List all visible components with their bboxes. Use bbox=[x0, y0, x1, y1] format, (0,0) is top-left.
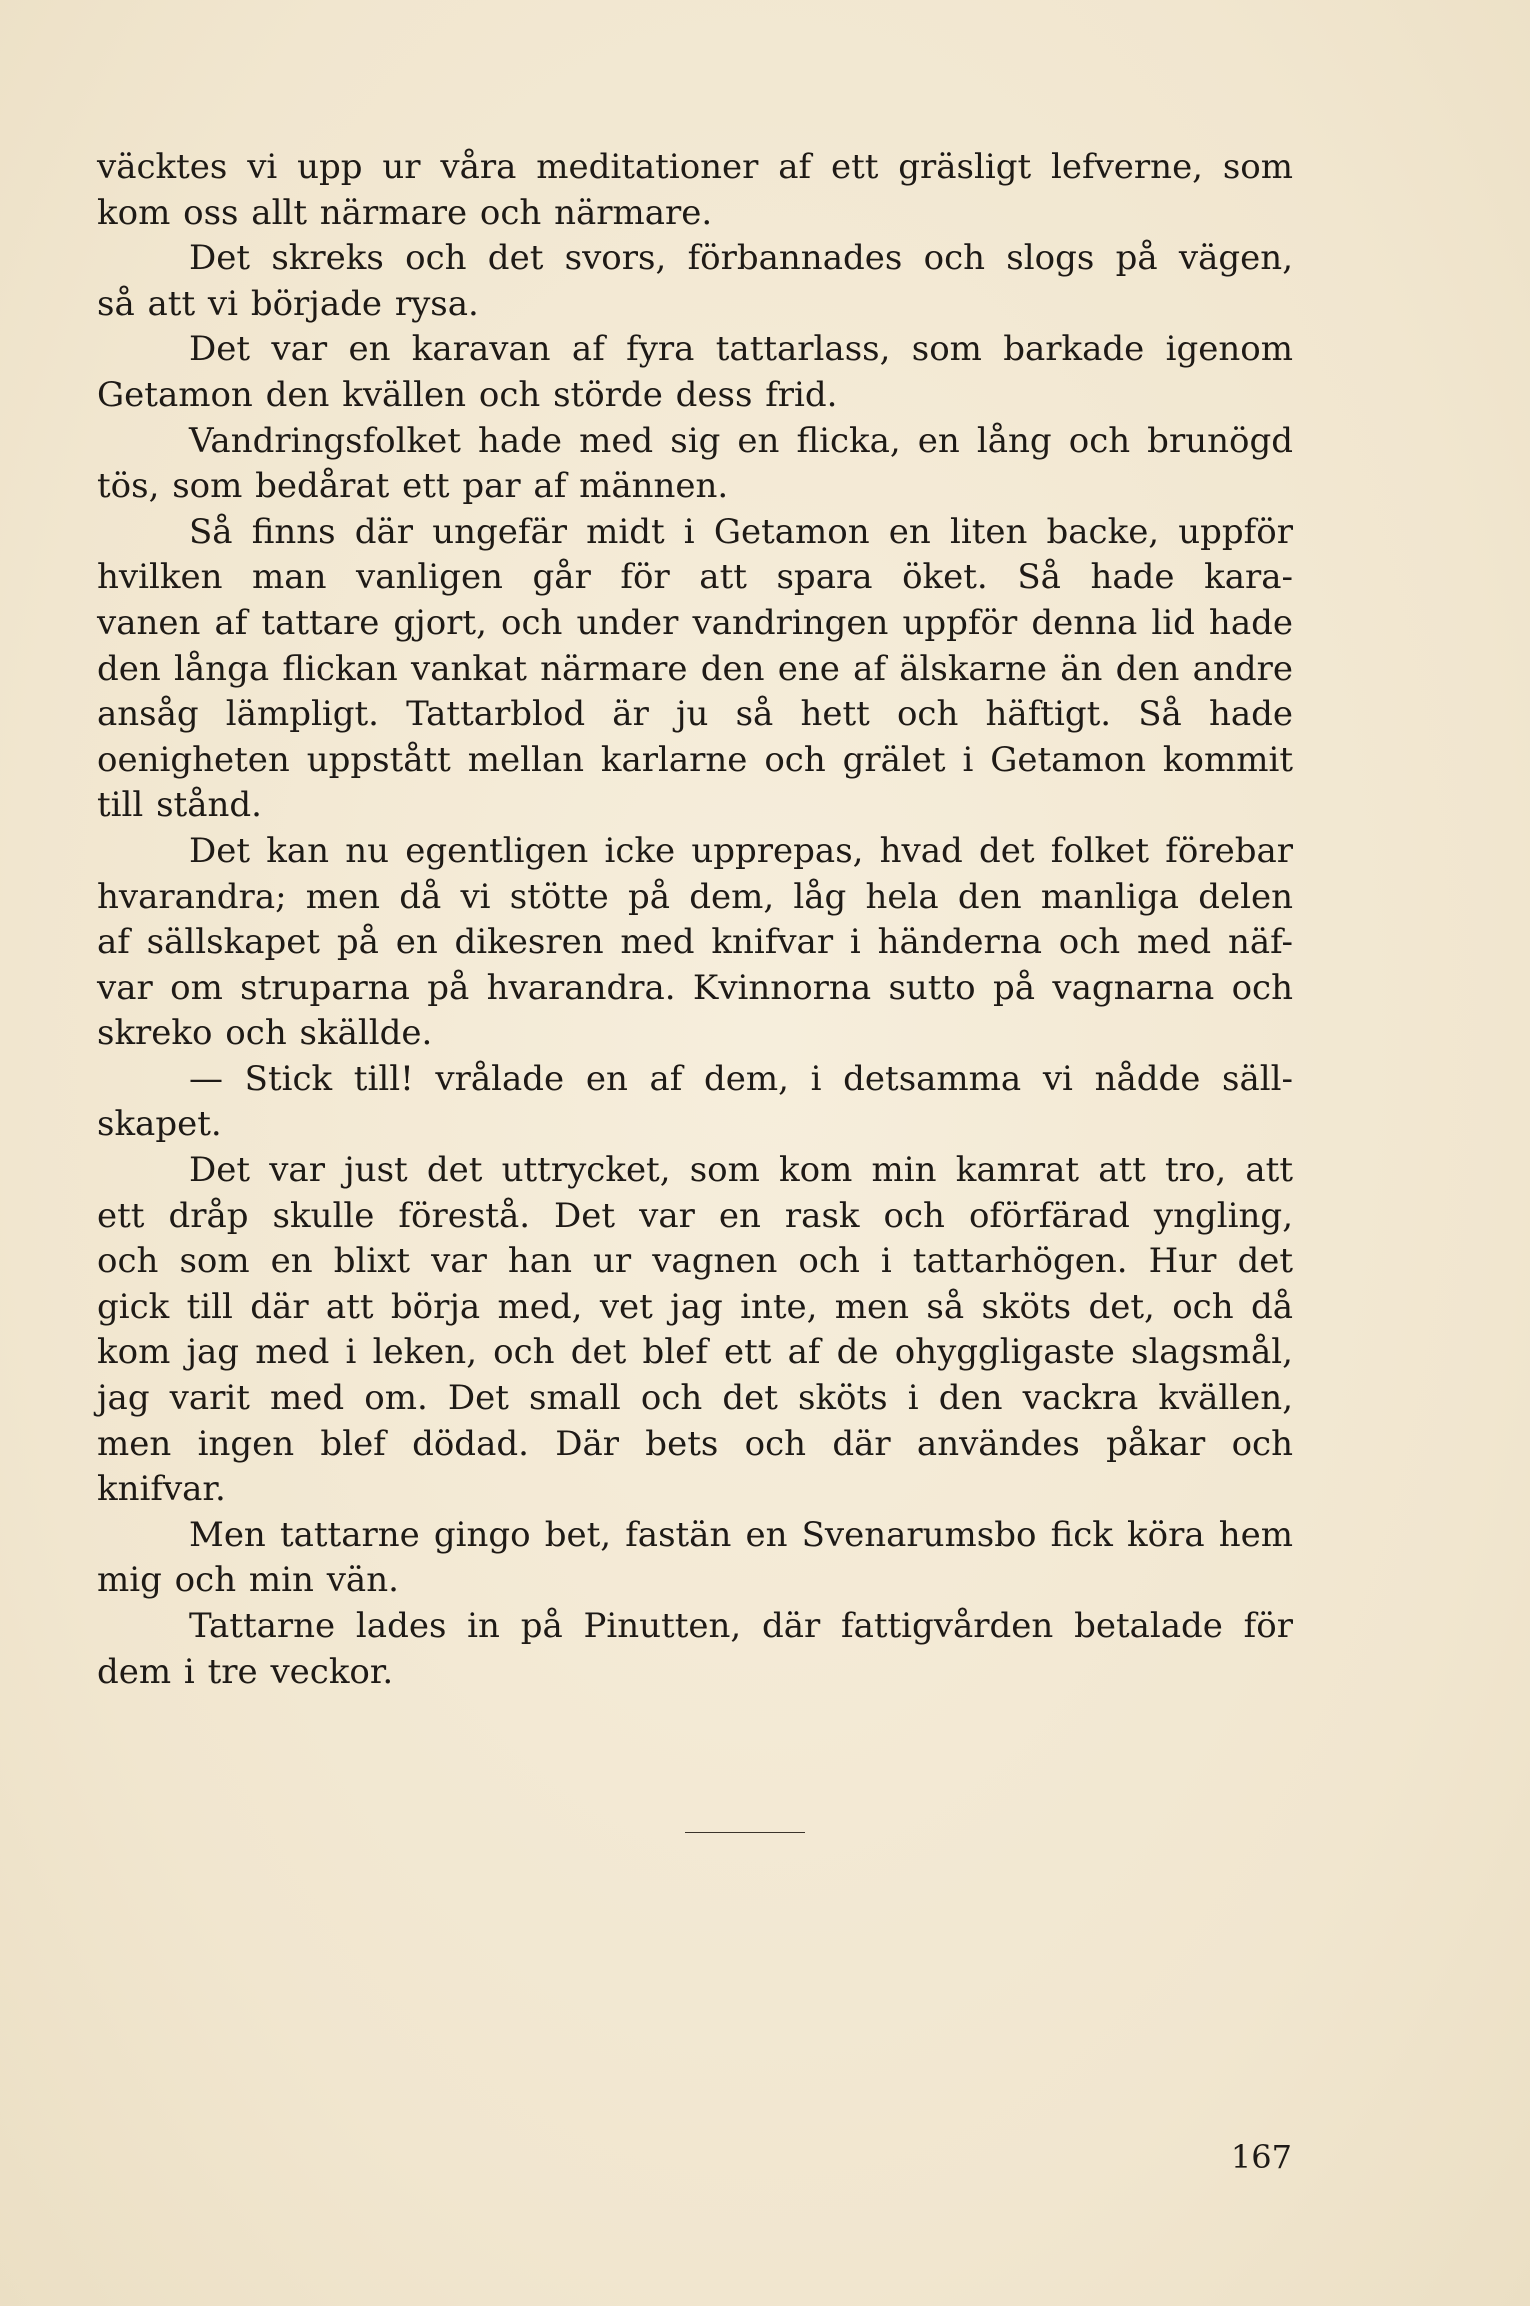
section-divider bbox=[685, 1832, 805, 1833]
text-line: Det skreks och det svors, förbannades och slogs på vägen, bbox=[189, 238, 1293, 279]
text-line: ett dråp skulle förestå. Det var en rask och oförfärad yngling, bbox=[97, 1195, 1293, 1236]
text-line: jag varit med om. Det small och det sköts i den vackra kvällen, bbox=[97, 1378, 1293, 1419]
text-line: hvilken man vanligen går för att spara öket. Så hade kara- bbox=[97, 557, 1293, 598]
text-line: tös, som bedårat ett par af männen. bbox=[97, 466, 729, 507]
text-line: hvarandra; men då vi stötte på dem, låg hela den manliga delen bbox=[97, 876, 1293, 917]
text-line: Så finns där ungefär midt i Getamon en liten backe, uppför bbox=[189, 511, 1293, 552]
text-line: Det kan nu egentligen icke upprepas, hvad det folket förebar bbox=[189, 830, 1293, 871]
text-line: Tattarne lades in på Pinutten, där fattigvården betalade för bbox=[189, 1606, 1293, 1646]
text-line: och som en blixt var han ur vagnen och i tattarhögen. Hur det bbox=[97, 1241, 1293, 1282]
text-line: skreko och skällde. bbox=[97, 1013, 433, 1054]
text-line: så att vi började rysa. bbox=[97, 283, 479, 324]
text-line: dem i tre veckor. bbox=[97, 1651, 394, 1692]
text-line: af sällskapet på en dikesren med knifvar i händerna och med näf- bbox=[97, 922, 1293, 963]
text-line: Men tattarne gingo bet, fastän en Svenarumsbo fick köra hem bbox=[189, 1514, 1293, 1555]
text-line: var om struparna på hvarandra. Kvinnorna sutto på vagnarna och bbox=[97, 967, 1293, 1008]
text-line: men ingen blef dödad. Där bets och där användes påkar och bbox=[97, 1423, 1293, 1464]
body-text bbox=[97, 145, 1293, 1695]
text-line: ansåg lämpligt. Tattarblod är ju så hett och häftigt. Så hade bbox=[97, 694, 1293, 735]
text-line: vanen af tattare gjort, och under vandringen uppför denna lid hade bbox=[97, 602, 1293, 643]
text-line: oenigheten uppstått mellan karlarne och grälet i Getamon kommit bbox=[97, 739, 1293, 780]
text-line: den långa flickan vankat närmare den ene af älskarne än den andre bbox=[97, 648, 1293, 689]
page-number: 167 bbox=[1230, 2138, 1292, 2176]
text-line: Vandringsfolket hade med sig en flicka, en lång och brunögd bbox=[189, 420, 1293, 461]
text-line: Getamon den kvällen och störde dess frid. bbox=[97, 374, 838, 415]
text-line: mig och min vän. bbox=[97, 1560, 399, 1601]
text-line: Det var en karavan af fyra tattarlass, som barkade igenom bbox=[189, 329, 1293, 370]
text-line: knifvar. bbox=[97, 1469, 226, 1510]
text-line: Det var just det uttrycket, som kom min kamrat att tro, att bbox=[189, 1150, 1293, 1191]
text-line: kom jag med i leken, och det blef ett af de ohyggligaste slagsmål, bbox=[97, 1332, 1293, 1373]
text-line: väcktes vi upp ur våra meditationer af ett gräsligt lefverne, som bbox=[97, 147, 1293, 187]
text-line: gick till där att börja med, vet jag inte, men så sköts det, och då bbox=[97, 1286, 1293, 1327]
text-line: till stånd. bbox=[97, 785, 262, 826]
text-line: skapet. bbox=[97, 1104, 222, 1145]
text-line: kom oss allt närmare och närmare. bbox=[97, 192, 713, 233]
text-line: — Stick till! vrålade en af dem, i detsamma vi nådde säll- bbox=[189, 1058, 1293, 1099]
